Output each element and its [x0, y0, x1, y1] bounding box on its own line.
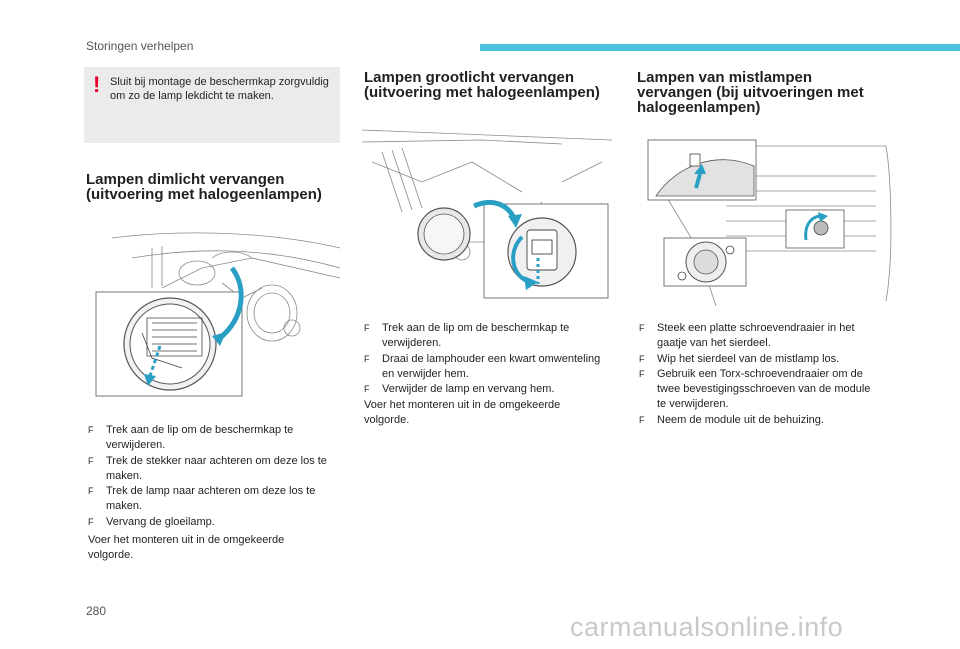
bullet-icon: F: [88, 516, 94, 527]
col2-steps: [364, 321, 604, 397]
col3-steps: [639, 321, 879, 428]
list-item: F Gebruik een Torx-schroevendraaier om de twee bevestigingsschroeven van de module te verwijderen.: [639, 367, 871, 411]
dipped-beam-illustration: [92, 228, 342, 398]
watermark: carmanualsonline.info: [570, 612, 844, 642]
list-item: F Verwijder de lamp en vervang hem.: [364, 382, 604, 397]
list-item: F Neem de module uit de behuizing.: [639, 413, 879, 428]
fog-lamp-illustration: [636, 136, 896, 306]
col1-note: Voer het monteren uit in de omgekeerde volgorde.: [88, 534, 285, 562]
main-beam-illustration: [362, 122, 612, 302]
col2-title-line1: Lampen grootlicht vervangen: [364, 69, 575, 86]
col1-title-line1: Lampen dimlicht vervangen: [86, 171, 285, 188]
bullet-icon: F: [88, 455, 94, 466]
bullet-icon: F: [639, 414, 645, 425]
bullet-icon: F: [639, 323, 645, 333]
warning-icon: !: [93, 72, 101, 97]
list-item: F Trek aan de lip om de beschermkap te verwijderen.: [364, 322, 570, 350]
list-item: F Vervang de gloeilamp.: [88, 515, 338, 530]
section-accent-bar: [480, 44, 960, 51]
list-item: F Wip het sierdeel van de mistlamp los.: [639, 352, 879, 367]
list-item: F Trek de stekker naar achteren om deze los te maken.: [88, 454, 327, 482]
warning-text: Sluit bij montage de beschermkap zorgvuldig om zo de lamp lekdicht te maken.: [110, 76, 329, 102]
page-number: 280: [86, 604, 107, 618]
col3-title: [637, 70, 864, 115]
bullet-icon: F: [88, 486, 94, 497]
bullet-icon: F: [639, 353, 645, 364]
col3-title-line2: vervangen (bij uitvoeringen met: [637, 84, 864, 101]
col2-title-line2: (uitvoering met halogeenlampen): [364, 84, 600, 101]
bullet-icon: F: [364, 353, 370, 364]
list-item: F Trek de lamp naar achteren om deze los te maken.: [88, 485, 316, 513]
bullet-icon: F: [639, 368, 645, 379]
list-item: F Steek een platte schroevendraaier in het gaatje van het sierdeel.: [639, 322, 855, 350]
col1-title-line2: (uitvoering met halogeenlampen): [86, 186, 322, 203]
bullet-icon: F: [88, 425, 94, 435]
col2-note: Voer het monteren uit in de omgekeerde volgorde.: [364, 399, 561, 427]
col1-title: [86, 172, 322, 202]
col3-title-line3: halogeenlampen): [637, 99, 761, 116]
col2-title: [364, 70, 600, 100]
col1-steps: [88, 423, 338, 530]
section-label: Storingen verhelpen: [86, 39, 194, 53]
bullet-icon: F: [364, 384, 370, 395]
list-item: F Draai de lamphouder een kwart omwenteling en verwijder hem.: [364, 352, 601, 380]
list-item: F Trek aan de lip om de beschermkap te verwijderen.: [88, 424, 294, 452]
col3-title-line1: Lampen van mistlampen: [637, 69, 813, 86]
bullet-icon: F: [364, 323, 370, 333]
